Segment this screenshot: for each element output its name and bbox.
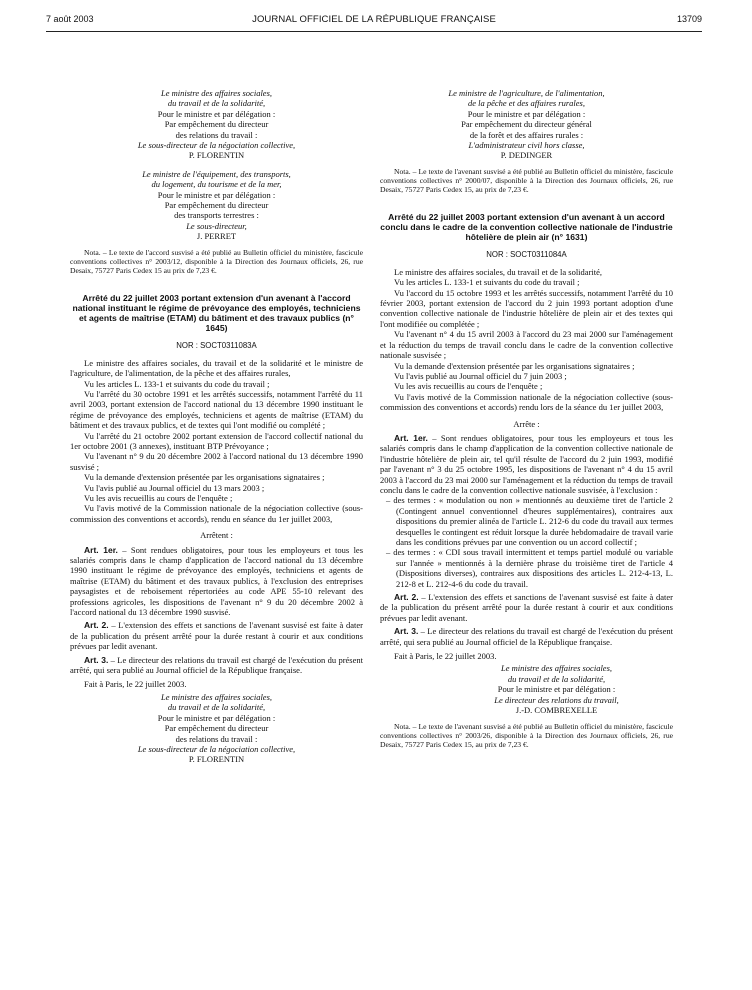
- decree-title: Arrêté du 22 juillet 2003 portant extension d'un avenant à un accord conclu dans le cadre de la convention collective nationale de l'industrie hôtelière de plein air (n° 1631): [380, 212, 673, 243]
- article-2: [380, 592, 673, 623]
- paragraph: Vu l'avenant n° 9 du 20 décembre 2002 à l'accord national du 13 décembre 1990 susvisé ;: [70, 451, 363, 472]
- sig-line: de la forêt et des affaires rurales :: [469, 129, 584, 140]
- right-column: [380, 88, 673, 749]
- article-1: [380, 433, 673, 495]
- article-text: – L'extension des effets et sanctions de l'avenant susvisé est faite à dater de la publication du présent arrêté pour la durée restant à courir et aux conditions prévues par ledit avenant.: [70, 620, 363, 652]
- sig-line: Le ministre des affaires sociales,: [160, 88, 273, 98]
- sig-line: Le directeur des relations du travail,: [494, 694, 619, 705]
- sig-line: Pour le ministre et par délégation :: [157, 108, 276, 119]
- article-2: [70, 620, 363, 651]
- article-label: Art. 3.: [84, 654, 109, 665]
- article-text: – Le directeur des relations du travail est chargé de l'exécution du présent arrêté, qui sera publié au Journal officiel de la République française.: [70, 654, 363, 676]
- paragraph: Vu les avis recueillis au cours de l'enquête ;: [84, 492, 233, 503]
- exclusion-item: – des termes : « modulation ou non » mentionnés au deuxième tiret de l'article 2 (Contingent annuel conventionnel d'heures supplémentaires), contraires aux dispositions du premier alinéa de l'article L. 212-6 du code du travail aux termes desquelles le contingent est réduit lorsque la durée hebdomadaire de travail varie dans les conditions prévues par une convention ou un accord collectif ;: [386, 495, 673, 548]
- header-rule: [46, 31, 702, 32]
- paragraph: Vu les articles L. 133-1 et suivants du code du travail ;: [394, 277, 580, 288]
- left-column: [70, 88, 363, 765]
- done-at-paris: Fait à Paris, le 22 juillet 2003.: [84, 679, 187, 690]
- paragraph: Vu l'avenant n° 4 du 15 avril 2003 à l'accord du 23 mai 2000 sur l'aménagement et la réduction du temps de travail conclu dans le cadre de la convention collective nationale susvisée ;: [380, 329, 673, 361]
- signature-block: [70, 169, 363, 242]
- article-text: – Le directeur des relations du travail est chargé de l'exécution du présent arrêté, qui sera publié au Journal officiel de la République française.: [380, 626, 673, 647]
- article-label: Art. 2.: [394, 592, 419, 603]
- article-label: Art. 1er.: [84, 544, 118, 555]
- paragraph: Vu l'avis publié au Journal officiel du 7 juin 2003 ;: [394, 370, 567, 381]
- nor-reference: NOR : SOCT0311084A: [486, 250, 567, 260]
- sig-line: Pour le ministre et par délégation :: [497, 684, 616, 695]
- nota-note: Nota. – Le texte de l'avenant susvisé a été publié au Bulletin officiel du ministère, fascicule conventions collectives n° 2000/07, disponible à la Direction des Journaux officiels, 26, rue Desaix, 75727 Paris Cedex 15, au prix de 7,23 €.: [380, 166, 673, 195]
- paragraph: Vu l'avis publié au Journal officiel du 13 mars 2003 ;: [84, 482, 265, 493]
- sig-line: Pour le ministre et par délégation :: [467, 108, 586, 119]
- page-header: [46, 14, 702, 28]
- sig-line: de la pêche et des affaires rurales,: [467, 98, 585, 109]
- article-text: – Sont rendues obligatoires, pour tous les employeurs et tous les salariés compris dans le champ d'application de la convention collective nationale de l'industrie hôtelière de plein air, tel qu'il résulte de l'accord du 2 juin 1993, modifié par l'avenant n° 3 du 25 octobre 1995, les dispositions de l'avenant n° 4 du 15 avril 2003 à l'accord du 23 mai 2000 sur l'aménagement et la réduction du temps de travail conclu dans le cadre de la convention collective nationale susvisée, à l'exclusion :: [380, 432, 674, 495]
- sig-name: P. FLORENTIN: [188, 754, 245, 765]
- sig-line: des transports terrestres :: [174, 210, 259, 221]
- nota-note: Nota. – Le texte de l'avenant susvisé a été publié au Bulletin officiel du ministère, fascicule conventions collectives n° 2003/26, disponible à la Direction des Journaux officiels, 26, rue Desaix, 75727 Paris Cedex 15, au prix de 7,23 €.: [380, 721, 673, 749]
- header-date: 7 août 2003: [46, 14, 94, 24]
- sig-line: des relations du travail :: [175, 733, 258, 744]
- sig-line: du travail et de la solidarité,: [167, 702, 266, 713]
- arretent-heading: Arrêtent :: [200, 530, 233, 541]
- paragraph: Vu l'arrêté du 21 octobre 2002 portant extension de l'accord collectif national du 1er octobre 2001 (3 annexes), instituant BTP Prévoyance ;: [70, 430, 363, 451]
- sig-name: P. DEDINGER: [500, 150, 553, 161]
- sig-line: Le sous-directeur de la négociation collective,: [137, 140, 296, 151]
- signature-block: [70, 692, 363, 765]
- nota-note: Nota. – Le texte de l'accord susvisé a été publié au Bulletin officiel du ministère, fascicule conventions collectives n° 2003/12, disponible à la Direction des Journaux officiels, 26, rue Desaix, 75727 Paris Cedex 15 au prix de 7,23 €.: [70, 247, 363, 276]
- article-label: Art. 3.: [394, 626, 419, 637]
- sig-line: du travail et de la solidarité,: [167, 98, 266, 109]
- signature-block: [380, 663, 673, 715]
- paragraph: Vu l'accord du 15 octobre 1993 et les arrêtés successifs, notamment l'arrêté du 10 février 2003, portant extension de l'accord du 2 juin 1993 portant adoption d'une convention collective nationale de l'industrie hôtelière de plein air et des textes qui l'ont modifiée ou complétée ;: [380, 287, 673, 329]
- sig-line: du logement, du tourisme et de la mer,: [151, 179, 282, 190]
- sig-line: Par empêchement du directeur: [164, 119, 269, 130]
- paragraph: Vu la demande d'extension présentée par les organisations signataires ;: [394, 360, 635, 371]
- sig-line: Par empêchement du directeur: [164, 200, 269, 211]
- paragraph: Vu l'arrêté du 30 octobre 1991 et les arrêtés successifs, notamment l'arrêté du 11 avril 2003, portant extension de l'accord national du 13 décembre 1990 instituant le régime de prévoyance des employés, techniciens et agents de maîtrise (ETAM) du bâtiment et des travaux publics, et de textes qui l'ont modifié ou complété ;: [70, 388, 363, 431]
- sig-line: Pour le ministre et par délégation :: [157, 189, 276, 200]
- article-3: [380, 626, 673, 647]
- article-text: – L'extension des effets et sanctions de l'avenant susvisé est faite à dater de la publication du présent arrêté pour la durée restant à courir et aux conditions prévues par ledit avenant.: [380, 592, 673, 623]
- sig-line: Le ministre de l'équipement, des transports,: [142, 168, 291, 179]
- sig-line: du travail et de la solidarité,: [507, 673, 606, 684]
- nor-reference: NOR : SOCT0311083A: [176, 341, 257, 351]
- sig-line: L'administrateur civil hors classe,: [468, 140, 585, 151]
- signature-block: [380, 88, 673, 161]
- article-1: [70, 545, 363, 618]
- paragraph: Vu la demande d'extension présentée par les organisations signataires ;: [84, 472, 325, 483]
- sig-line: Le ministre des affaires sociales,: [500, 663, 613, 674]
- sig-name: P. FLORENTIN: [188, 150, 245, 161]
- sig-name: J.-D. COMBREXELLE: [515, 705, 598, 716]
- article-3: [70, 655, 363, 676]
- signature-block: [70, 88, 363, 161]
- sig-line: Pour le ministre et par délégation :: [157, 712, 276, 723]
- sig-line: Par empêchement du directeur: [164, 723, 269, 734]
- exclusion-item: – des termes : « CDI sous travail intermittent et temps partiel modulé ou variable sur l'année » mentionnés à la dernière phrase du troisième tiret de l'article 4 (Dispositions diverses), contraires aux dispositions des articles L. 212-4-13, L. 212-8 et L. 212-4-6 du code du travail.: [386, 547, 673, 589]
- paragraph: Le ministre des affaires sociales, du travail et de la solidarité,: [394, 266, 603, 277]
- article-label: Art. 1er.: [394, 432, 428, 443]
- article-label: Art. 2.: [84, 620, 109, 631]
- paragraph: Vu les avis recueillis au cours de l'enquête ;: [394, 381, 543, 392]
- header-page-number: 13709: [676, 14, 702, 24]
- done-at-paris: Fait à Paris, le 22 juillet 2003.: [394, 651, 497, 662]
- article-text: – Sont rendues obligatoires, pour tous les employeurs et tous les salariés compris dans le champ d'application de l'accord national du 13 décembre 1990 instituant le régime de prévoyance des employés, techniciens et agents de maîtrise (ETAM) du bâtiment et des travaux publics, à l'exclusion des entreprises paysagistes et de reboisement répertoriées au code APE 55-10 relevant des professions agricoles, les dispositions de l'avenant n° 9 du 20 décembre 2002 à l'accord national du 13 décembre 1990 susvisé.: [70, 544, 364, 618]
- paragraph: Vu les articles L. 133-1 et suivants du code du travail ;: [84, 378, 270, 389]
- sig-line: Le ministre de l'agriculture, de l'alimentation,: [448, 88, 605, 98]
- arrete-heading: Arrête :: [513, 418, 540, 429]
- sig-line: des relations du travail :: [175, 129, 258, 140]
- sig-line: Le sous-directeur de la négociation collective,: [137, 743, 296, 754]
- sig-line: Le ministre des affaires sociales,: [160, 691, 273, 702]
- paragraph: Vu l'avis motivé de la Commission nationale de la négociation collective (sous-commission des conventions et accords), rendu en séance du 1er juillet 2003,: [70, 503, 363, 524]
- sig-line: Par empêchement du directeur général: [461, 119, 592, 130]
- header-journal-title: JOURNAL OFFICIEL DE LA RÉPUBLIQUE FRANÇAISE: [252, 14, 496, 25]
- paragraph: Vu l'avis motivé de la Commission nationale de la négociation collective (sous-commission des conventions et accords) rendu lors de la séance du 1er juillet 2003,: [380, 391, 673, 413]
- decree-title: Arrêté du 22 juillet 2003 portant extension d'un avenant à l'accord national instituant le régime de prévoyance des employés, techniciens et agents de maîtrise (ETAM) du bâtiment et des travaux publics (n° 1645): [72, 293, 361, 334]
- sig-line: Le sous-directeur,: [186, 220, 247, 231]
- sig-name: J. PERRET: [196, 231, 237, 242]
- paragraph: Le ministre des affaires sociales, du travail et de la solidarité et le ministre de l'agriculture, de l'alimentation, de la pêche et des affaires rurales,: [70, 357, 363, 379]
